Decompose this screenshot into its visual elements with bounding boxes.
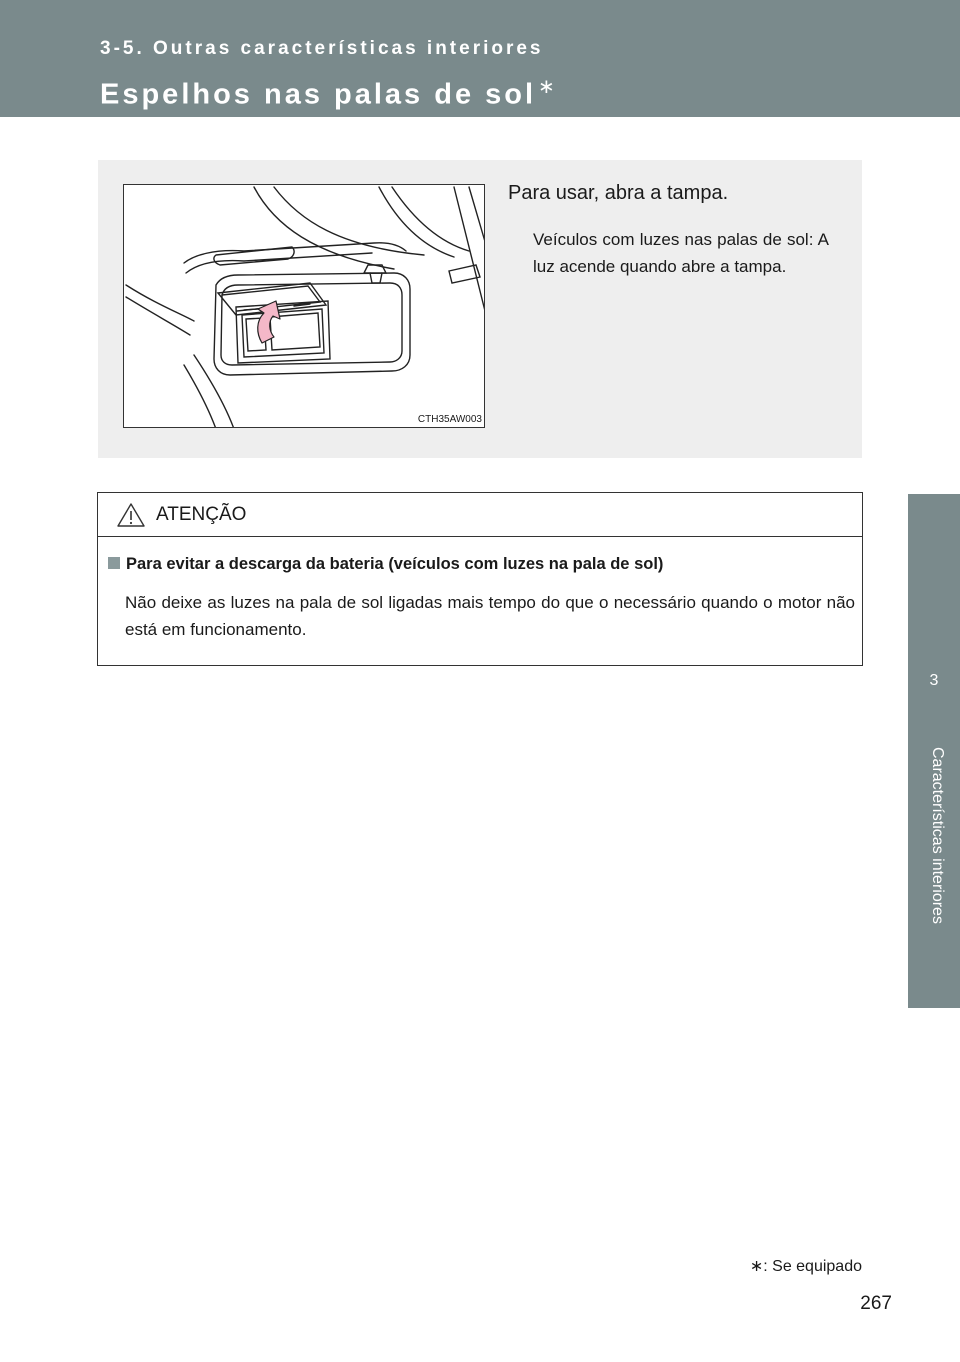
page-header [0, 0, 960, 117]
page-title [100, 74, 558, 112]
page-title-text: Espelhos nas palas de sol [100, 78, 537, 111]
warning-triangle-icon [116, 502, 146, 528]
info-box [98, 160, 862, 458]
page-number: 267 [860, 1293, 892, 1314]
section-label: 3-5. Outras características interiores [100, 38, 544, 59]
caution-header [98, 493, 862, 537]
image-code: CTH35AW003 [417, 414, 482, 425]
caution-subheading [108, 555, 663, 574]
sun-visor-drawing [124, 185, 485, 428]
chapter-number: 3 [929, 672, 939, 689]
open-lid-arrow [258, 301, 280, 343]
footnote: ∗: Se equipado [749, 1258, 862, 1275]
lights-note: Veículos com luzes nas palas de sol: A luz acende quando abre a tampa. [533, 230, 829, 276]
chapter-side-tab [908, 117, 960, 1362]
square-bullet-icon [108, 557, 120, 569]
caution-box [97, 492, 863, 666]
sun-visor-illustration [123, 184, 485, 428]
caution-title: ATENÇÃO [156, 504, 247, 525]
equipped-mark: ∗ [538, 76, 558, 98]
chapter-label: Características interiores [929, 747, 946, 924]
caution-text: Não deixe as luzes na pala de sol ligadas mais tempo do que o necessário quando o motor não está em funcionamento. [125, 593, 855, 639]
instruction-text: Para usar, abra a tampa. [508, 182, 729, 204]
caution-subheading-text: Para evitar a descarga da bateria (veículos com luzes na pala de sol) [126, 555, 664, 573]
